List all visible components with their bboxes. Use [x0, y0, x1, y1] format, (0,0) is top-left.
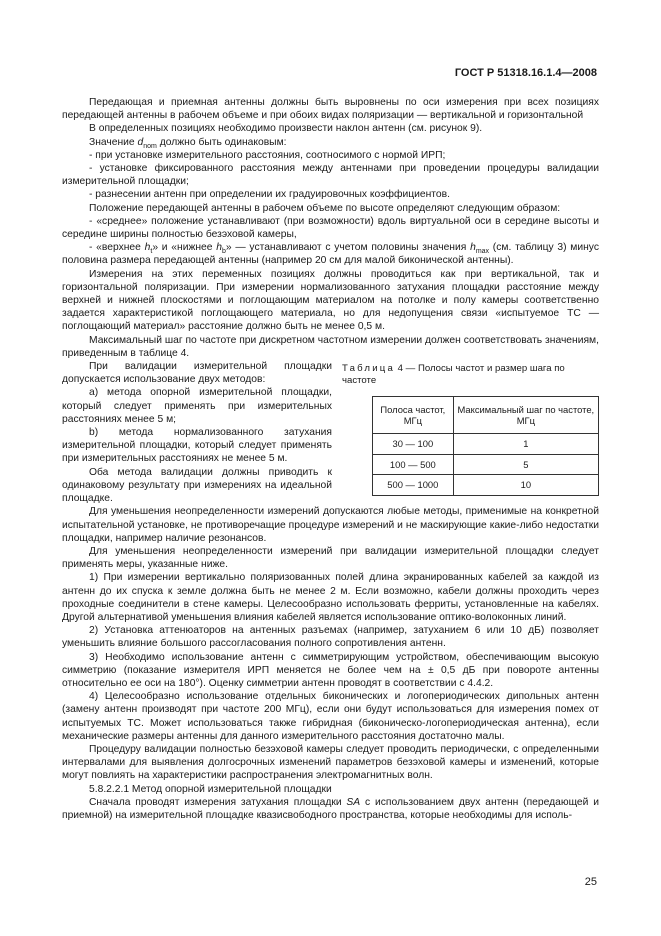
float-row: [62, 360, 599, 505]
list-item: 3) Необходимо использование антенн с симметрирующим устройством, обеспечивающим высокую симметрию (показание измерителя ИРП меняется не более чем на ± 0,5 дБ при повороте антенны относительно ее оси на 180°). Оценку симметрии антенн проводят в соответствии с 4.4.2.: [62, 651, 599, 689]
table-cell: 10: [453, 475, 598, 496]
paragraph: Для уменьшения неопределенности измерений допускаются любые методы, применимые на конкретной испытательной установке, не противоречащие процедуре измерений и не маскирующие какие-либо недостатки площадки, например наличие резонансов.: [62, 506, 599, 544]
frequency-step-table: [372, 396, 599, 496]
list-item: - разнесении антенн при определении их градуировочных коэффициентов.: [89, 189, 450, 201]
table-cell: 5: [453, 454, 598, 475]
document-header: ГОСТ Р 51318.16.1.4—2008: [454, 67, 597, 79]
text-fragment: Сначала проводят измерения затухания площадки: [89, 796, 347, 808]
math-subscript: max: [475, 248, 490, 256]
list-item: - установке фиксированного расстояния между антеннами при проведении процедуры валидации измерительной площадки;: [62, 163, 599, 188]
list-item: 4) Целесообразно использование отдельных биконических и логопериодических дипольных антенн (замену антенн производят при частоте 200 МГц), если они будут использоваться для измерения помех от испытуемых ТС. Может использоваться также гибридная (биконическо-логопериодическая антенна), если механические размеры антенны для данного измерительного расстояния достаточно малы.: [62, 691, 599, 742]
list-item: 1) При измерении вертикально поляризованных полей длина экранированных кабелей за каждой из антенн до их спуска к земле должна быть не менее 2 м. Если возможно, кабели должны проходить через проходные соединители в стене камеры. Целесообразно использовать ферриты, установленные на кабелях. Другой альтернативой уменьшения влияния кабелей является использование оптико-волоконных линий.: [62, 572, 599, 623]
math-symbol: h: [470, 242, 476, 254]
paragraph: Измерения на этих переменных позициях должны проводиться как при вертикальной, так и горизонтальной поляризации. При измерении нормализованного затухания площадки расстояние между верхней и нижней плоскостями и поглощающим материалом на потолке и полу камеры соответственно задается характеристикой поглощающего материала, но для недопущения связи «испытуемое ТС — поглощающий материал» расстояние должно быть не менее 0,5 м.: [62, 268, 599, 333]
paragraph: Процедуру валидации полностью безэховой камеры следует проводить периодически, с определенными интервалами для выявления долгосрочных изменений параметров безэховой камеры и изменений, которые могут повлиять на характеристики распространения электромагнитных волн.: [62, 743, 599, 782]
table-row: [373, 434, 599, 455]
table-header: Максимальный шаг по частоте, МГц: [453, 397, 598, 434]
math-symbol: h: [216, 242, 222, 254]
paragraph: При валидации измерительной площадки допускается использование двух методов:: [62, 361, 332, 386]
paragraph: Оба метода валидации должны приводить к одинаковому результату при измерениях на идеальной площадке.: [62, 466, 332, 505]
table-cell: 30 — 100: [373, 434, 454, 455]
validation-methods: [62, 360, 332, 505]
paragraph: Для уменьшения неопределенности измерений при валидации измерительной площадки следует применять меры, указанные ниже.: [62, 545, 599, 571]
table-header-row: [373, 397, 599, 434]
text-fragment: с использованием двух антенн (передающей и приемной) на измерительной площадке квазисвободного пространства, которые необходимы для исполь-: [62, 796, 599, 821]
list-item: a) метода опорной измерительной площадки, который следует применять при измерительных расстояниях менее 5 м;: [62, 387, 332, 425]
text-fragment: Значение: [89, 136, 138, 148]
math-subscript: t: [150, 248, 153, 256]
paragraph: Передающая и приемная антенны должны быть выровнены по оси измерения при всех позициях передающей антенны в рабочем объеме и при обоих видах поляризации — вертикальной и горизонтальной: [62, 97, 599, 122]
paragraph: В определенных позициях необходимо произвести наклон антенн (см. рисунок 9).: [89, 123, 483, 135]
table-caption-text: 4 — Полосы частот и размер шага по частоте: [342, 363, 565, 387]
list-item: 2) Установка аттенюаторов на антенных разъемах (например, затуханием 6 или 10 дБ) позволяет уменьшить влияние большого рассогласования полного сопротивления антенн.: [62, 625, 599, 650]
table-block: [342, 363, 599, 505]
math-symbol: h: [144, 242, 151, 254]
math-symbol: SA: [346, 796, 361, 808]
math-symbol: d: [137, 136, 144, 148]
paragraph: Положение передающей антенны в рабочем объеме по высоте определяют следующим образом:: [89, 202, 561, 214]
list-item: - при установке измерительного расстояния, соотносимого с нормой ИРП;: [89, 149, 446, 161]
table-cell: 500 — 1000: [373, 475, 454, 496]
math-subscript: nom: [143, 142, 157, 150]
text-fragment: - «верхнее: [89, 242, 145, 254]
table-cell: 100 — 500: [373, 454, 454, 475]
section-heading: 5.8.2.2.1 Метод опорной измерительной площадки: [89, 783, 332, 795]
table-header: Полоса частот, МГц: [373, 397, 454, 434]
text-fragment: (см. таблицу 3) минус половина размера передающей антенны (например 20 см для малой биконической антенны).: [62, 242, 599, 267]
paragraph: [62, 796, 599, 822]
list-item: [62, 241, 599, 267]
page-number: 25: [584, 876, 597, 888]
math-subscript: b: [221, 248, 226, 256]
text-fragment: должно быть одинаковым:: [159, 136, 287, 148]
list-item: - «среднее» положение устанавливают (при возможности) вдоль виртуальной оси в середине высоты и середине ширины полностью безэховой камеры,: [62, 215, 599, 241]
table-row: [373, 475, 599, 496]
list-item: b) метода нормализованного затухания измерительной площадки, который следует применять при измерительных расстояниях не менее 5 м.: [62, 427, 332, 465]
paragraph: [62, 136, 599, 149]
text-fragment: » — устанавливают с учетом половины значения: [225, 242, 471, 254]
table-row: [373, 454, 599, 475]
table-caption-label: Таблица: [342, 363, 396, 375]
text-fragment: » и «нижнее: [152, 242, 217, 254]
table-caption: [342, 363, 599, 387]
table-cell: 1: [453, 434, 598, 455]
paragraph: Максимальный шаг по частоте при дискретном частотном измерении должен соответствовать значениям, приведенным в таблице 4.: [62, 334, 599, 359]
document-body: [62, 96, 599, 822]
